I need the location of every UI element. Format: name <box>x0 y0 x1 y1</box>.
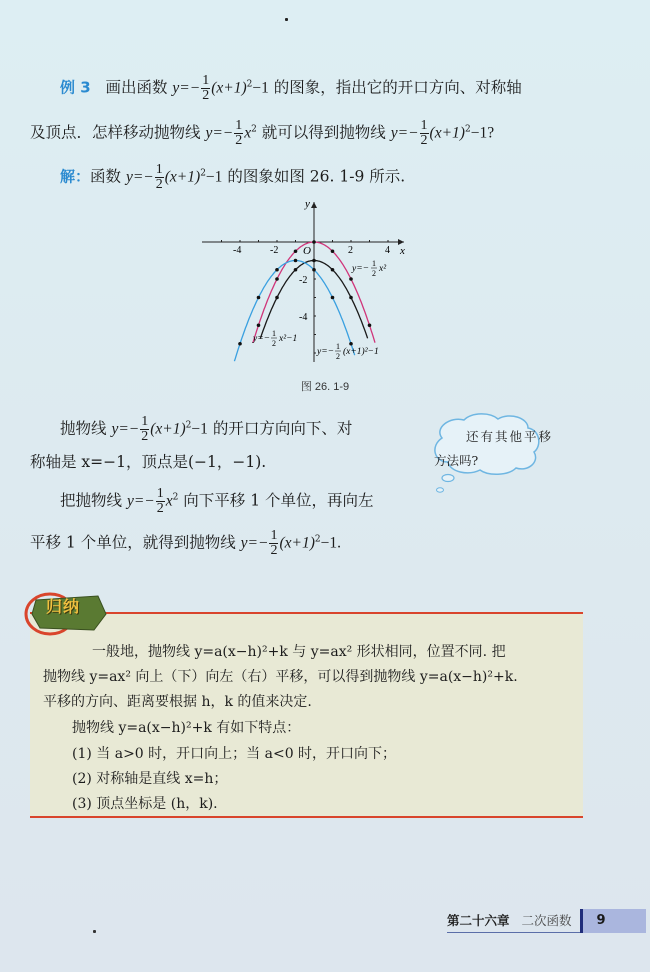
scan-speck <box>285 18 288 21</box>
svg-text:x²: x² <box>379 264 387 274</box>
label-magenta: y=− <box>352 264 370 274</box>
example-line-1: 例 3 画出函数 y=− $\frac{1}{2}$ $(x+1)^2-1$ 的图象，指出它的开口方向、对称轴 <box>60 73 522 103</box>
solution-line: 解：函数 y=− $\frac{1}{2}$ $(x+1)^2-1$ 的图象如图 26. 1-9 所示. <box>60 162 406 192</box>
footer-chapter: 第二十六章 <box>447 909 522 933</box>
fraction: $\frac{1}{2}$ <box>202 73 210 103</box>
page-number: 9 <box>580 909 646 933</box>
scan-speck <box>93 930 96 933</box>
thought-bubble-line2: 方法吗? <box>434 453 479 468</box>
x-axis-label: x <box>400 245 405 257</box>
svg-text:-2: -2 <box>299 275 308 286</box>
svg-text:2: 2 <box>272 339 276 348</box>
para1-line2: 称轴是 x=−1，顶点是(−1，−1). <box>30 453 267 471</box>
para2-line2: 平移 1 个单位，就得到抛物线 y=− $\frac{1}{2}$ $(x+1)^2-1$. <box>30 528 341 558</box>
solution-label: 解： <box>60 167 91 186</box>
svg-text:-4: -4 <box>233 245 242 256</box>
para1-line1: 抛物线 y=− $\frac{1}{2}$ $(x+1)^2-1$ 的开口方向向下、对 <box>60 414 353 444</box>
svg-text:2: 2 <box>348 245 353 256</box>
example-line-2: 及顶点．怎样移动抛物线 y=− $\frac{1}{2}$ $x^2$ 就可以得到抛物线 y=− $\frac{1}{2}$ $(x+1)^2-1$? <box>30 118 495 148</box>
label-black: y=− <box>253 334 271 344</box>
example-label: 例 3 <box>60 78 91 97</box>
svg-text:(x+1)²−1: (x+1)²−1 <box>343 347 379 357</box>
svg-text:-4: -4 <box>299 312 308 323</box>
summary-line-2: 抛物线 y=ax² 向上（下）向左（右）平移，可以得到抛物线 y=a(x−h)²+k. <box>43 669 518 685</box>
summary-badge-label: 归纳 <box>46 597 81 616</box>
summary-line-7: (3) 顶点坐标是 (h，k). <box>72 796 218 812</box>
svg-text:x²−1: x²−1 <box>279 334 298 344</box>
svg-text:-2: -2 <box>270 245 279 256</box>
summary-line-1: 一般地，抛物线 y=a(x−h)²+k 与 y=ax² 形状相同，位置不同. 把 <box>92 644 506 660</box>
svg-text:2: 2 <box>372 269 376 278</box>
svg-text:1: 1 <box>272 329 276 338</box>
summary-line-6: (2) 对称轴是直线 x=h； <box>72 771 228 787</box>
summary-line-5: (1) 当 a>0 时，开口向上；当 a<0 时，开口向下； <box>72 746 397 762</box>
y-axis-label: y <box>305 198 310 210</box>
para2-line1: 把抛物线 y=− $\frac{1}{2}$ $x^2$ 向下平移 1 个单位，再向左 <box>60 486 374 516</box>
parabola-graph <box>196 192 426 372</box>
page-footer <box>447 908 646 934</box>
label-blue: y=− <box>317 347 335 357</box>
footer-title: 二次函数 <box>522 909 580 933</box>
figure-caption: 图 26. 1-9 <box>300 381 350 393</box>
summary-line-4: 抛物线 y=a(x−h)²+k 有如下特点： <box>72 720 301 736</box>
origin-label: O <box>303 245 311 257</box>
svg-text:1: 1 <box>372 259 376 268</box>
summary-line-3: 平移的方向、距离要根据 h，k 的值来决定. <box>43 694 312 710</box>
svg-text:2: 2 <box>336 352 340 361</box>
svg-text:4: 4 <box>385 245 390 256</box>
svg-text:1: 1 <box>336 342 340 351</box>
thought-bubble-line1: 还有其他平移 <box>466 429 554 444</box>
